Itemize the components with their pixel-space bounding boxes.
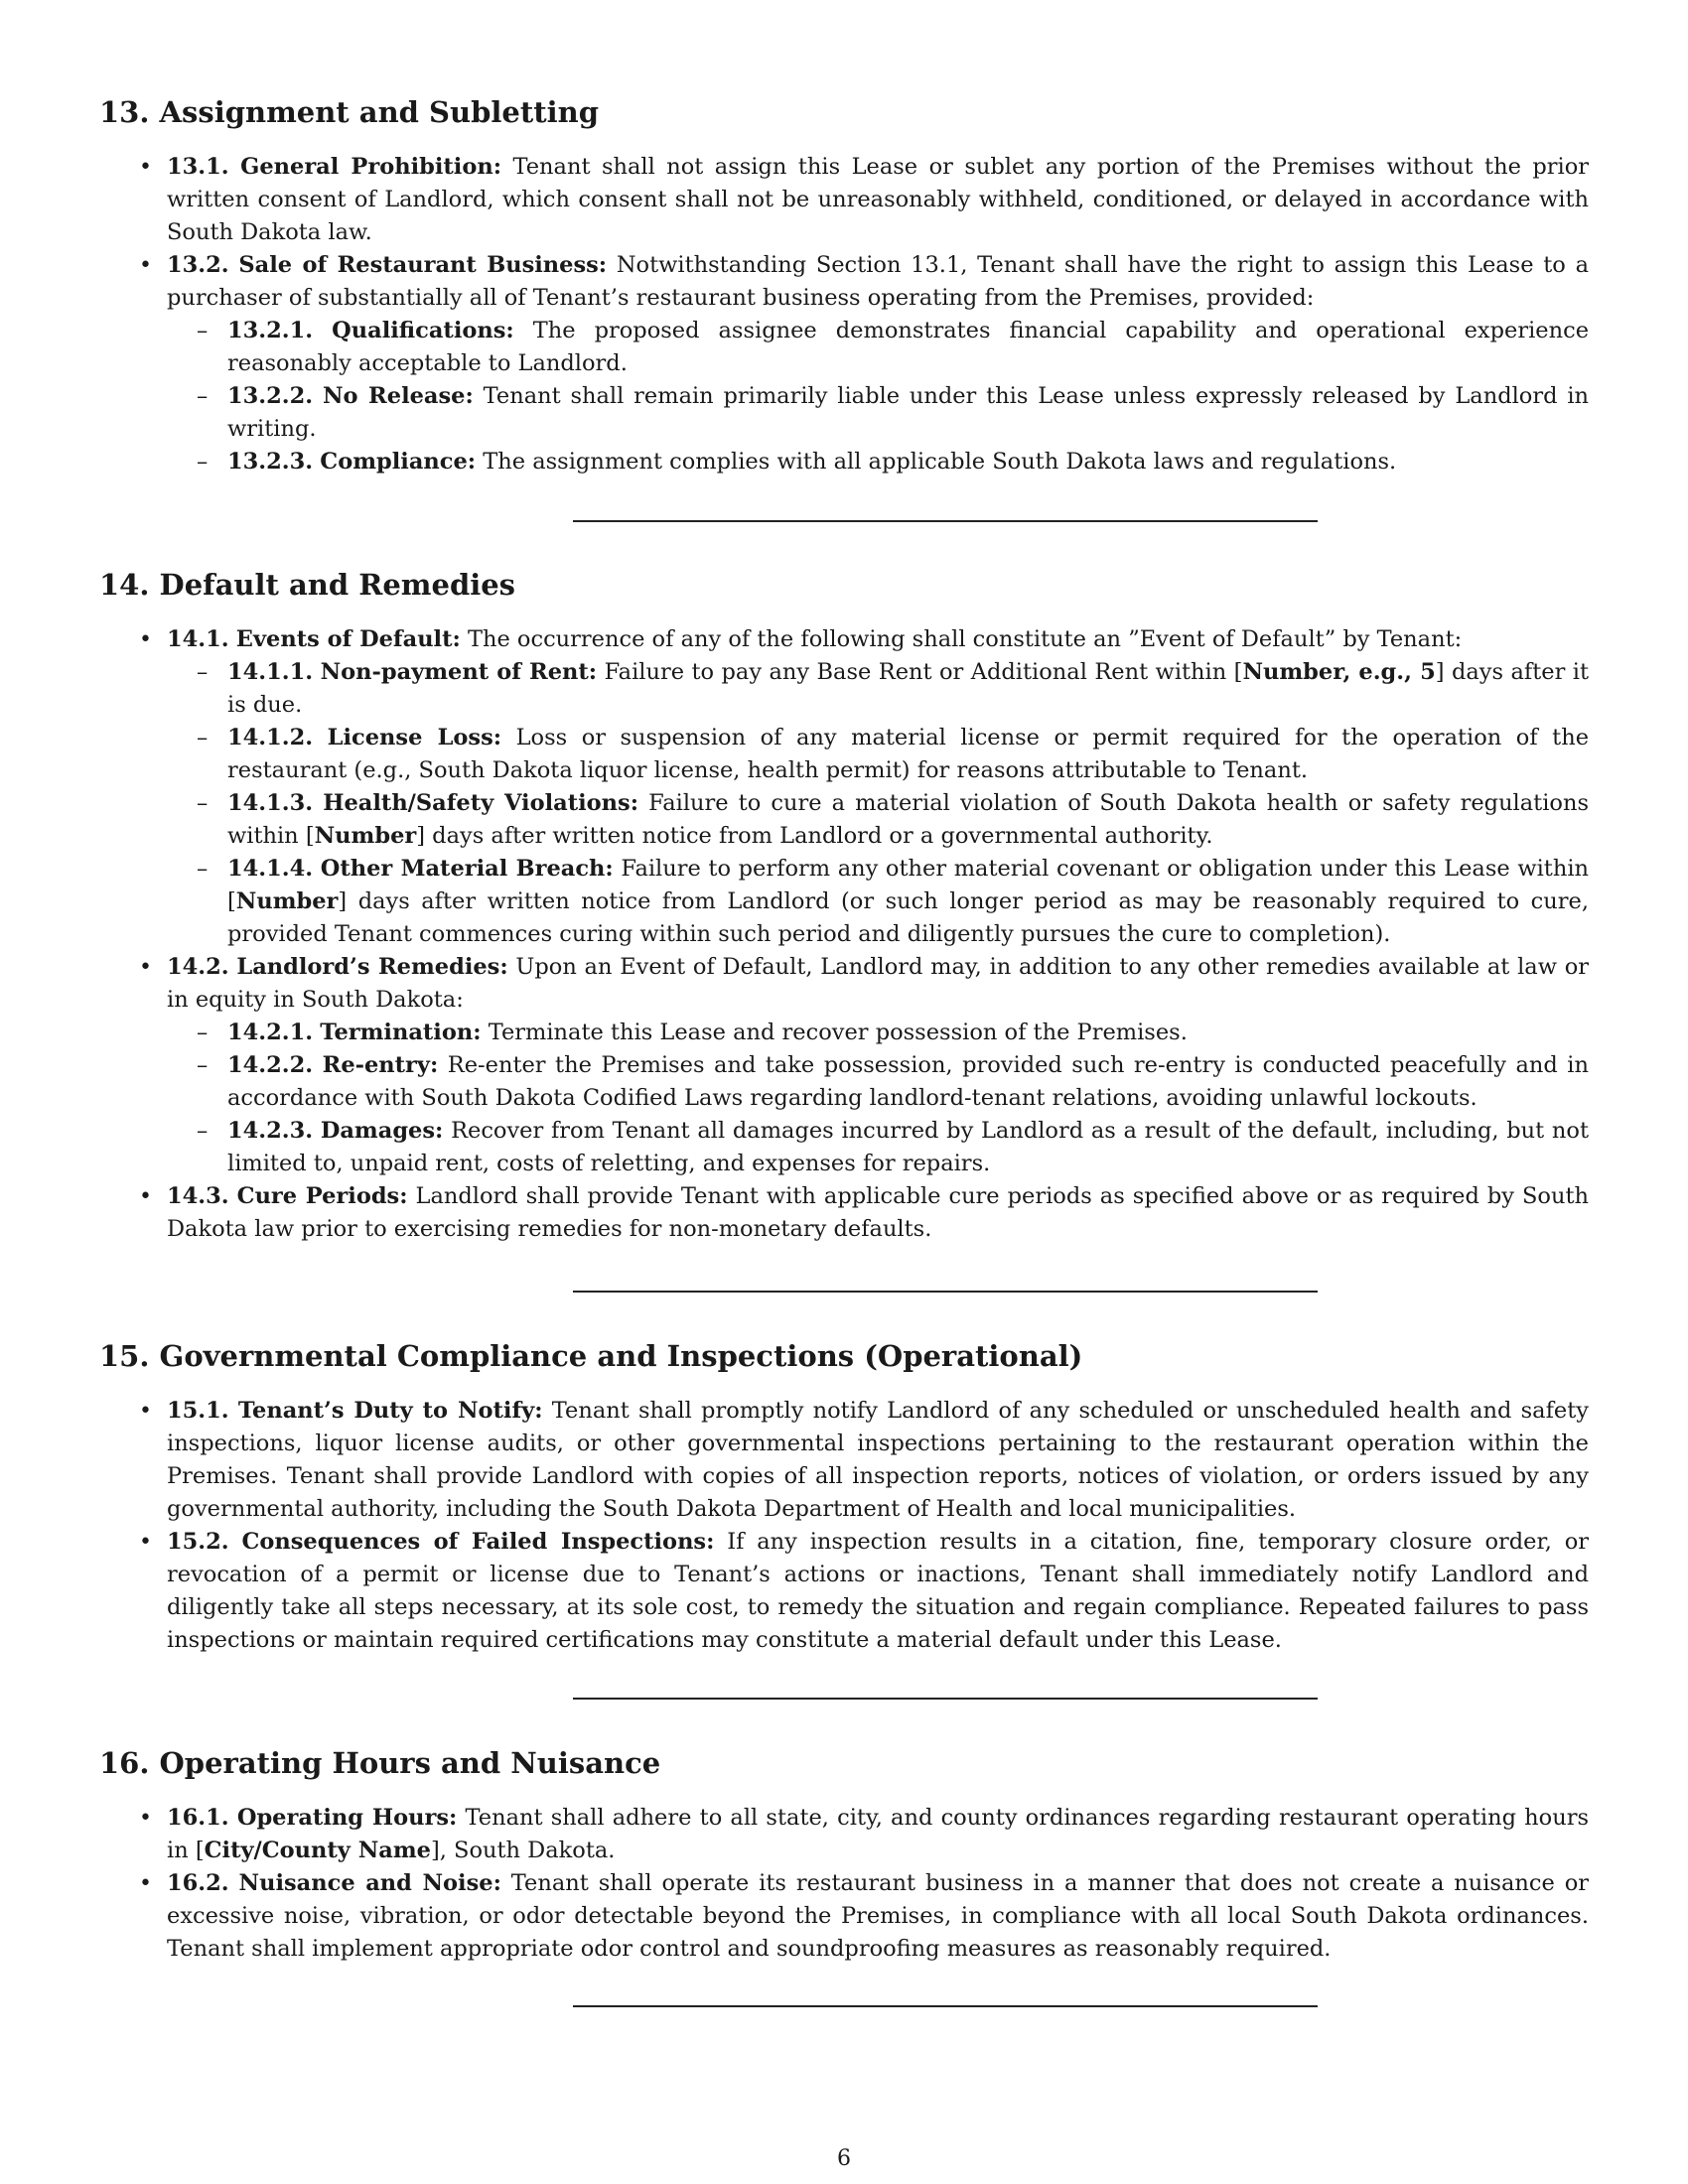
bullet-icon: • xyxy=(139,1530,152,1555)
sub-text: The assignment complies with all applicable South Dakota laws and regulations. xyxy=(483,449,1397,475)
bullet-icon: • xyxy=(139,1184,152,1209)
dash-icon: – xyxy=(197,1052,209,1078)
sub-title: License Loss: xyxy=(327,725,502,751)
sub-title: No Release: xyxy=(322,383,474,409)
item-number: 16.2. xyxy=(167,1870,229,1896)
placeholder-field: Number xyxy=(314,823,417,849)
item-title: Landlord’s Remedies: xyxy=(236,954,508,980)
item-title: General Prohibition: xyxy=(240,154,502,180)
bullet-icon: • xyxy=(139,1806,152,1831)
section-divider xyxy=(573,1698,1318,1700)
sub-text: Terminate this Lease and recover possession of the Premises. xyxy=(488,1020,1188,1045)
list-item xyxy=(99,623,1589,656)
page-number: 6 xyxy=(837,2146,851,2171)
item-number: 14.3. xyxy=(167,1183,229,1209)
item-number: 14.1. xyxy=(167,626,229,652)
item-text: Tenant shall adhere to all state, city, and county ordinances regarding restaurant operating hours in [ xyxy=(167,1805,1589,1863)
sub-title: Other Material Breach: xyxy=(320,856,614,882)
section-list xyxy=(99,623,1589,1246)
dash-icon: – xyxy=(197,725,209,751)
dash-icon: – xyxy=(197,1118,209,1144)
list-item xyxy=(99,1395,1589,1526)
sub-number: 14.2.2. xyxy=(227,1052,314,1078)
section-list xyxy=(99,1802,1589,1966)
item-text: ], South Dakota. xyxy=(430,1838,616,1863)
sub-text: ] days after it is due. xyxy=(227,659,1590,718)
item-title: Tenant’s Duty to Notify: xyxy=(237,1398,543,1424)
sub-text: Re-enter the Premises and take possession, provided such re-entry is conducted peacefully and in accordance with South Dakota Codified Laws regarding landlord-tenant relations, avoiding unlawful lockouts. xyxy=(227,1052,1589,1111)
placeholder-field: Number, e.g., 5 xyxy=(1242,659,1436,685)
item-number: 15.2. xyxy=(167,1529,229,1555)
section-heading: 15. Governmental Compliance and Inspections (Operational) xyxy=(99,1339,1083,1373)
item-number: 13.2. xyxy=(167,252,229,278)
list-item xyxy=(99,951,1589,1017)
item-text: Landlord shall provide Tenant with applicable cure periods as specified above or as required by South Dakota law prior to exercising remedies for non-monetary defaults. xyxy=(167,1183,1590,1242)
sub-number: 13.2.3. xyxy=(227,449,314,475)
sub-number: 14.2.3. xyxy=(227,1118,314,1144)
section-divider xyxy=(573,520,1318,522)
sub-text: ] days after written notice from Landlord (or such longer period as may be reasonably required to cure, provided Tenant commences curing within such period and diligently pursues the cure to completion). xyxy=(227,888,1589,947)
sub-title: Damages: xyxy=(320,1118,444,1144)
sub-text: Tenant shall remain primarily liable under this Lease unless expressly released by Landlord in writing. xyxy=(227,383,1590,442)
bullet-icon: • xyxy=(139,1399,152,1424)
dash-icon: – xyxy=(197,856,209,882)
list-item xyxy=(99,249,1589,315)
sub-text: Recover from Tenant all damages incurred by Landlord as a result of the default, including, but not limited to, unpaid rent, costs of reletting, and expenses for repairs. xyxy=(227,1118,1589,1176)
sub-text: Failure to cure a material violation of South Dakota health or safety regulations within [ xyxy=(227,790,1589,849)
sub-number: 14.1.1. xyxy=(227,659,314,685)
item-number: 15.1. xyxy=(167,1398,229,1424)
dash-icon: – xyxy=(197,790,209,816)
bullet-icon: • xyxy=(139,253,152,278)
sub-number: 14.1.3. xyxy=(227,790,314,816)
item-number: 13.1. xyxy=(167,154,229,180)
sub-text: Failure to perform any other material covenant or obligation under this Lease within [ xyxy=(227,856,1589,914)
sub-item xyxy=(99,853,1589,951)
list-item xyxy=(99,1526,1589,1657)
list-item xyxy=(99,1802,1589,1867)
placeholder-field: City/County Name xyxy=(204,1838,431,1863)
item-title: Events of Default: xyxy=(235,626,461,652)
sub-text: The proposed assignee demonstrates financial capability and operational experience reasonably acceptable to Landlord. xyxy=(227,318,1590,376)
section-heading: 14. Default and Remedies xyxy=(99,568,516,602)
sub-item xyxy=(99,787,1589,853)
sub-number: 14.2.1. xyxy=(227,1020,314,1045)
sub-title: Compliance: xyxy=(320,449,477,475)
item-text: Tenant shall not assign this Lease or sublet any portion of the Premises without the prior written consent of Landlord, which consent shall not be unreasonably withheld, conditioned, or delayed in accordance with South Dakota law. xyxy=(167,154,1590,245)
section-list xyxy=(99,151,1589,478)
bullet-icon: • xyxy=(139,955,152,980)
item-title: Operating Hours: xyxy=(236,1805,458,1831)
dash-icon: – xyxy=(197,449,209,475)
sub-title: Qualifications: xyxy=(332,318,514,343)
bullet-icon: • xyxy=(139,627,152,652)
sub-number: 13.2.1. xyxy=(227,318,314,343)
section-list xyxy=(99,1395,1589,1657)
sub-item xyxy=(99,722,1589,787)
sub-item xyxy=(99,1017,1589,1049)
placeholder-field: Number xyxy=(235,888,339,914)
sub-title: Health/Safety Violations: xyxy=(323,790,639,816)
sub-text: Failure to pay any Base Rent or Additional Rent within [ xyxy=(604,659,1243,685)
sub-item xyxy=(99,1049,1589,1115)
sub-title: Termination: xyxy=(320,1020,482,1045)
item-number: 16.1. xyxy=(167,1805,229,1831)
item-text: Tenant shall promptly notify Landlord of any scheduled or unscheduled health and safety inspections, liquor license audits, or other governmental inspections pertaining to the restaurant operation within the Premises. Tenant shall provide Landlord with copies of all inspection reports, notices of violation, or orders issued by any governmental authority, including the South Dakota Department of Health and local municipalities. xyxy=(167,1398,1589,1522)
section-divider xyxy=(573,2005,1318,2007)
list-item xyxy=(99,1180,1589,1246)
bullet-icon: • xyxy=(139,155,152,180)
sub-text: Loss or suspension of any material license or permit required for the operation of the restaurant (e.g., South Dakota liquor license, health permit) for reasons attributable to Tenant. xyxy=(227,725,1590,783)
dash-icon: – xyxy=(197,318,209,343)
sub-item xyxy=(99,315,1589,380)
dash-icon: – xyxy=(197,1020,209,1045)
item-title: Cure Periods: xyxy=(236,1183,408,1209)
sub-text: ] days after written notice from Landlord or a governmental authority. xyxy=(416,823,1213,849)
sub-number: 14.1.4. xyxy=(227,856,314,882)
section-divider xyxy=(573,1291,1318,1293)
list-item xyxy=(99,1867,1589,1966)
item-text: Tenant shall operate its restaurant business in a manner that does not create a nuisance or excessive noise, vibration, or odor detectable beyond the Premises, in compliance with all local South Dakota ordinances. Tenant shall implement appropriate odor control and soundproofing measures as reasonably required. xyxy=(167,1870,1590,1962)
item-title: Nuisance and Noise: xyxy=(238,1870,501,1896)
item-text: Upon an Event of Default, Landlord may, in addition to any other remedies available at law or in equity in South Dakota: xyxy=(167,954,1590,1013)
section-heading: 13. Assignment and Subletting xyxy=(99,95,599,129)
section-heading: 16. Operating Hours and Nuisance xyxy=(99,1746,661,1780)
item-number: 14.2. xyxy=(167,954,229,980)
item-text: If any inspection results in a citation, fine, temporary closure order, or revocation of a permit or license due to Tenant’s actions or inactions, Tenant shall immediately notify Landlord and diligently take all steps necessary, at its sole cost, to remedy the situation and regain compliance. Repeated failures to pass inspections or maintain required certifications may constitute a material default under this Lease. xyxy=(167,1529,1590,1653)
sub-item xyxy=(99,446,1589,478)
dash-icon: – xyxy=(197,383,209,409)
item-text: Notwithstanding Section 13.1, Tenant shall have the right to assign this Lease to a purchaser of substantially all of Tenant’s restaurant business operating from the Premises, provided: xyxy=(167,252,1589,311)
sub-number: 14.1.2. xyxy=(227,725,314,751)
list-item xyxy=(99,151,1589,249)
item-title: Sale of Restaurant Business: xyxy=(238,252,608,278)
sub-item xyxy=(99,1115,1589,1180)
sub-item xyxy=(99,380,1589,446)
sub-title: Re-entry: xyxy=(322,1052,439,1078)
item-text: The occurrence of any of the following shall constitute an ”Event of Default” by Tenant: xyxy=(467,626,1463,652)
bullet-icon: • xyxy=(139,1871,152,1896)
dash-icon: – xyxy=(197,659,209,685)
sub-title: Non-payment of Rent: xyxy=(320,659,598,685)
sub-number: 13.2.2. xyxy=(227,383,314,409)
item-title: Consequences of Failed Inspections: xyxy=(241,1529,715,1555)
sub-item xyxy=(99,656,1589,722)
